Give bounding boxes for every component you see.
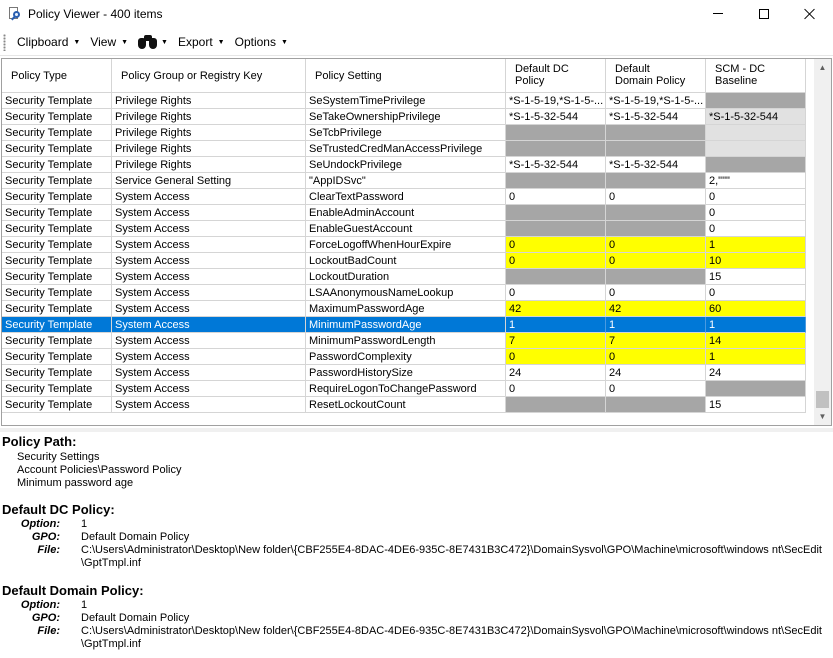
scm-baseline-cell: 24 [706,365,806,381]
scm-baseline-cell: 1 [706,237,806,253]
policy-type-cell: Security Template [2,221,112,237]
column-header-policy-setting[interactable] [306,59,506,93]
table-row[interactable] [2,93,816,109]
table-row[interactable] [2,141,816,157]
policy-type-cell: Security Template [2,349,112,365]
menu-bar [0,29,833,56]
scrollbar-thumb[interactable] [816,391,829,408]
policy-type-cell: Security Template [2,301,112,317]
grid-body [2,93,816,413]
policy-type-cell: Security Template [2,93,112,109]
options-menu-label: Options [234,35,276,49]
domain-gpo-value: Default Domain Policy [81,612,190,624]
policy-setting-cell: LockoutBadCount [306,253,506,269]
default-domain-cell: 0 [606,253,706,269]
column-header-label: SCM - DC Baseline [715,63,766,87]
scm-baseline-cell: 1 [706,349,806,365]
scroll-down-arrow-icon[interactable]: ▼ [818,412,827,421]
scm-baseline-cell: *S-1-5-32-544 [706,109,806,125]
maximize-button[interactable] [741,0,787,27]
policy-type-cell: Security Template [2,125,112,141]
policy-type-cell: Security Template [2,173,112,189]
policy-setting-cell: SeUndockPrivilege [306,157,506,173]
table-row[interactable] [2,109,816,125]
scm-baseline-cell: 0 [706,189,806,205]
default-dc-cell: 0 [506,349,606,365]
scm-baseline-cell: 15 [706,269,806,285]
default-dc-cell: 0 [506,285,606,301]
scm-baseline-cell: 15 [706,397,806,413]
default-dc-cell: 1 [506,317,606,333]
dropdown-arrow-icon: ▼ [161,38,168,46]
default-domain-cell: 0 [606,189,706,205]
title-bar [0,0,833,27]
column-header-policy-type[interactable] [2,59,112,93]
toolbar-grip[interactable] [3,34,6,51]
policy-setting-cell: MinimumPasswordLength [306,333,506,349]
option-label: Option: [20,518,60,530]
scm-baseline-cell: 2,""" [706,173,806,189]
default-domain-policy-title: Default Domain Policy: [2,583,144,598]
table-row[interactable] [2,205,816,221]
dropdown-arrow-icon: ▼ [121,38,129,46]
policy-type-cell: Security Template [2,253,112,269]
policy-type-cell: Security Template [2,269,112,285]
policy-group-cell: System Access [112,189,306,205]
default-dc-cell: 0 [506,253,606,269]
default-dc-cell [506,141,606,157]
policy-path-line: Minimum password age [17,477,134,489]
default-dc-cell [506,125,606,141]
policy-group-cell: System Access [112,397,306,413]
table-row[interactable] [2,221,816,237]
default-dc-cell [506,221,606,237]
scm-baseline-cell: 60 [706,301,806,317]
policy-setting-cell: EnableGuestAccount [306,221,506,237]
table-row[interactable] [2,125,816,141]
default-dc-cell: 0 [506,237,606,253]
minimize-icon [713,13,723,14]
policy-type-cell: Security Template [2,381,112,397]
table-row[interactable] [2,237,816,253]
policy-type-cell: Security Template [2,157,112,173]
table-row[interactable] [2,365,816,381]
gpo-label: GPO: [31,612,60,624]
clipboard-menu-label: Clipboard [17,35,69,49]
binoculars-icon [138,35,158,49]
policy-type-cell: Security Template [2,317,112,333]
default-dc-cell: *S-1-5-32-544 [506,157,606,173]
policy-type-cell: Security Template [2,285,112,301]
column-header-label: Policy Setting [315,69,382,82]
policy-type-cell: Security Template [2,109,112,125]
policy-setting-cell: LockoutDuration [306,269,506,285]
default-domain-cell [606,205,706,221]
scm-baseline-cell: 0 [706,221,806,237]
policy-group-cell: System Access [112,381,306,397]
policy-group-cell: System Access [112,285,306,301]
default-domain-cell [606,173,706,189]
policy-group-cell: Privilege Rights [112,125,306,141]
scm-baseline-cell [706,381,806,397]
policy-group-cell: System Access [112,333,306,349]
default-dc-cell: *S-1-5-32-544 [506,109,606,125]
policy-group-cell: System Access [112,205,306,221]
policy-setting-cell: EnableAdminAccount [306,205,506,221]
domain-file-value: C:\Users\Administrator\Desktop\New folder\{CBF255E4-8DAC-4DE6-935C-8E7431B3C472}\DomainSysvol\GPO\Machine\microsoft\windows nt\SecEdit [81,625,822,637]
scm-baseline-cell: 0 [706,285,806,301]
default-domain-cell: 42 [606,301,706,317]
policy-setting-cell: MinimumPasswordAge [306,317,506,333]
default-domain-cell: 1 [606,317,706,333]
policy-group-cell: Privilege Rights [112,157,306,173]
default-dc-cell [506,173,606,189]
table-row[interactable] [2,285,816,301]
table-row[interactable] [2,381,816,397]
policy-setting-cell: ResetLockoutCount [306,397,506,413]
policy-group-cell: System Access [112,349,306,365]
policy-type-cell: Security Template [2,205,112,221]
table-row[interactable] [2,157,816,173]
dropdown-arrow-icon: ▼ [217,38,225,46]
table-row[interactable] [2,269,816,285]
policy-setting-cell: PasswordComplexity [306,349,506,365]
default-domain-cell: *S-1-5-32-544 [606,109,706,125]
column-header-label: Policy Type [11,69,68,82]
policy-type-cell: Security Template [2,237,112,253]
dc-file-value: C:\Users\Administrator\Desktop\New folder\{CBF255E4-8DAC-4DE6-935C-8E7431B3C472}\DomainSysvol\GPO\Machine\microsoft\windows nt\SecEdit [81,544,822,556]
table-row[interactable] [2,397,816,413]
table-row[interactable] [2,301,816,317]
policy-setting-cell: SeSystemTimePrivilege [306,93,506,109]
policy-setting-cell: PasswordHistorySize [306,365,506,381]
scm-baseline-cell: 0 [706,205,806,221]
domain-option-value: 1 [81,599,88,611]
column-header-default-dc[interactable] [506,59,606,93]
table-row[interactable] [2,253,816,269]
options-menu[interactable] [230,31,293,53]
policy-setting-cell: SeTrustedCredManAccessPrivilege [306,141,506,157]
default-domain-cell: 7 [606,333,706,349]
default-dc-cell: 42 [506,301,606,317]
default-domain-cell: 0 [606,381,706,397]
table-row[interactable] [2,349,816,365]
policy-group-cell: Privilege Rights [112,109,306,125]
policy-group-cell: Privilege Rights [112,141,306,157]
window-controls [695,0,833,27]
maximize-icon [759,9,769,19]
default-dc-cell [506,205,606,221]
policy-setting-cell: ForceLogoffWhenHourExpire [306,237,506,253]
column-header-label: Default DC Policy [515,63,569,87]
default-domain-cell: *S-1-5-32-544 [606,157,706,173]
policy-setting-cell: SeTakeOwnershipPrivilege [306,109,506,125]
column-header-scm-baseline[interactable] [706,59,806,93]
default-domain-cell [606,221,706,237]
scm-baseline-cell [706,93,806,109]
policy-setting-cell: RequireLogonToChangePassword [306,381,506,397]
default-dc-cell: *S-1-5-19,*S-1-5-... [506,93,606,109]
table-row[interactable] [2,317,816,333]
policy-setting-cell: SeTcbPrivilege [306,125,506,141]
scm-baseline-cell: 14 [706,333,806,349]
column-header-label: Policy Group or Registry Key [121,69,263,82]
policy-path-line: Account Policies\Password Policy [17,464,182,476]
default-dc-cell [506,269,606,285]
policy-type-cell: Security Template [2,141,112,157]
clipboard-menu[interactable] [12,31,85,53]
policy-setting-cell: "AppIDSvc" [306,173,506,189]
table-row[interactable] [2,189,816,205]
dropdown-arrow-icon: ▼ [73,38,81,46]
gpo-label: GPO: [31,531,60,543]
domain-file-value-cont: \GptTmpl.inf [81,638,141,650]
default-dc-cell: 0 [506,189,606,205]
policy-type-cell: Security Template [2,365,112,381]
default-domain-cell [606,141,706,157]
column-header-default-domain[interactable] [606,59,706,93]
scroll-up-arrow-icon[interactable]: ▲ [818,63,827,72]
details-pane [0,432,833,658]
dc-file-value-cont: \GptTmpl.inf [81,557,141,569]
policy-group-cell: System Access [112,317,306,333]
default-dc-cell [506,397,606,413]
policy-path-line: Security Settings [17,451,100,463]
column-header-label: Default Domain Policy [615,63,686,87]
scm-baseline-cell [706,157,806,173]
file-label: File: [37,625,60,637]
policy-type-cell: Security Template [2,333,112,349]
policy-setting-cell: LSAAnonymousNameLookup [306,285,506,301]
close-button[interactable] [787,0,833,27]
close-icon [804,8,816,20]
file-label: File: [37,544,60,556]
minimize-button[interactable] [695,0,741,27]
export-menu[interactable] [173,31,230,53]
policy-group-cell: System Access [112,301,306,317]
dc-option-value: 1 [81,518,88,530]
policy-path-title: Policy Path: [2,434,77,449]
default-dc-cell: 24 [506,365,606,381]
scm-baseline-cell: 1 [706,317,806,333]
policy-setting-cell: ClearTextPassword [306,189,506,205]
policy-group-cell: System Access [112,269,306,285]
default-domain-cell: 0 [606,237,706,253]
default-domain-cell: 0 [606,285,706,301]
default-domain-cell: 24 [606,365,706,381]
policy-type-cell: Security Template [2,397,112,413]
policy-group-cell: Privilege Rights [112,93,306,109]
policy-type-cell: Security Template [2,189,112,205]
dropdown-arrow-icon: ▼ [280,38,288,46]
column-header-policy-group[interactable] [112,59,306,93]
default-domain-cell [606,269,706,285]
table-row[interactable] [2,173,816,189]
default-domain-cell [606,397,706,413]
default-dc-policy-title: Default DC Policy: [2,502,115,517]
default-domain-cell: 0 [606,349,706,365]
default-dc-cell: 0 [506,381,606,397]
policy-group-cell: System Access [112,253,306,269]
policy-group-cell: System Access [112,237,306,253]
find-button[interactable] [133,31,173,53]
window-title: Policy Viewer - 400 items [28,6,163,21]
policy-viewer-icon [8,7,22,21]
scm-baseline-cell [706,141,806,157]
default-domain-cell: *S-1-5-19,*S-1-5-... [606,93,706,109]
policy-group-cell: System Access [112,365,306,381]
table-row[interactable] [2,333,816,349]
default-domain-cell [606,125,706,141]
scm-baseline-cell [706,125,806,141]
option-label: Option: [20,599,60,611]
grid-vertical-scrollbar[interactable] [814,59,831,425]
scm-baseline-cell: 10 [706,253,806,269]
view-menu[interactable] [85,31,133,53]
policy-setting-cell: MaximumPasswordAge [306,301,506,317]
default-dc-cell: 7 [506,333,606,349]
policy-group-cell: Service General Setting [112,173,306,189]
view-menu-label: View [90,35,117,49]
grid-header [2,59,816,93]
export-menu-label: Export [177,35,213,49]
policy-grid[interactable] [1,58,832,426]
dc-gpo-value: Default Domain Policy [81,531,190,543]
policy-group-cell: System Access [112,221,306,237]
